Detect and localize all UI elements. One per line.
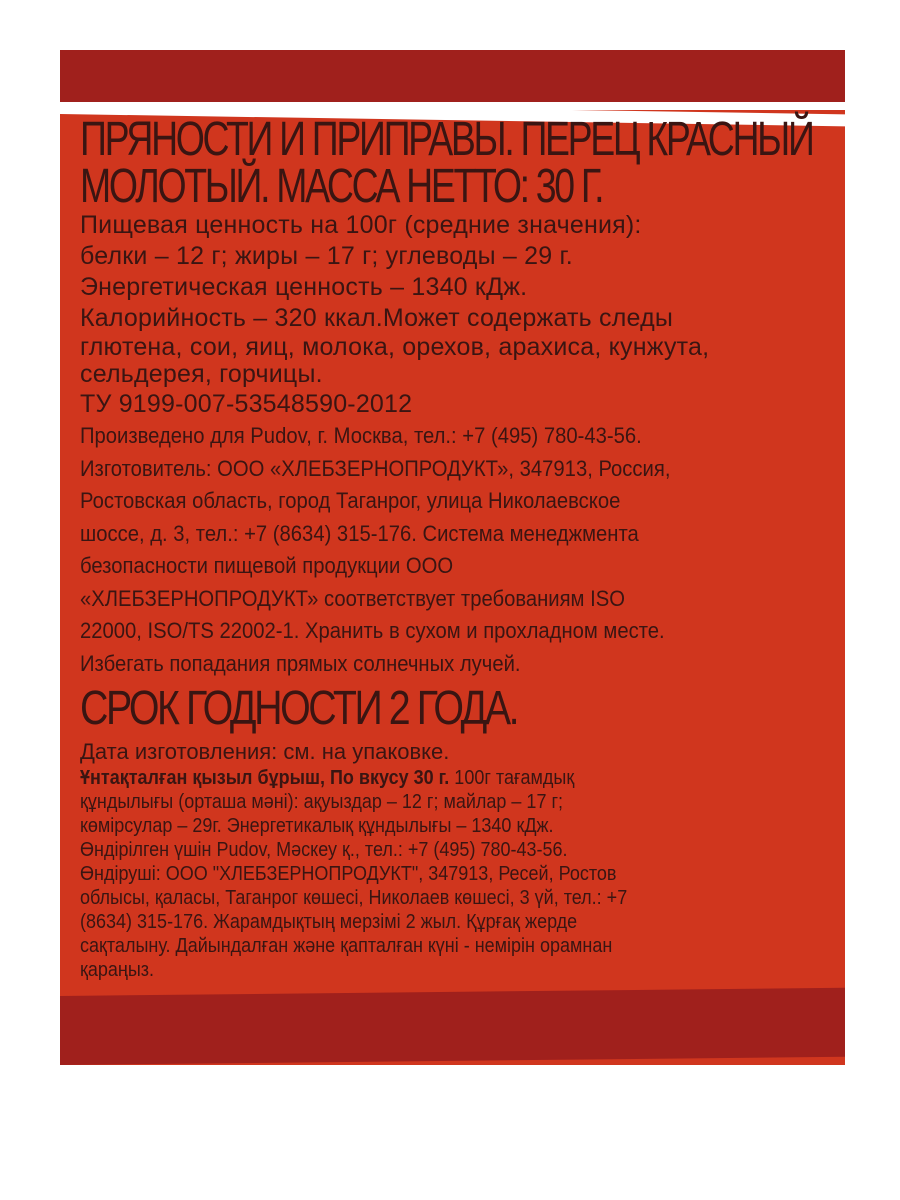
manufacturer-line: 22000, ISO/TS 22002-1. Хранить в сухом и прохладном месте. (80, 618, 665, 643)
manufacturer-line: Произведено для Pudov, г. Москва, тел.: +7 (495) 780-43-56. (80, 423, 642, 448)
nutrition-line: Пищевая ценность на 100г (средние значения): (80, 211, 642, 239)
nutrition-line: белки – 12 г; жиры – 17 г; углеводы – 29 г. (80, 242, 573, 270)
product-heading (80, 113, 845, 213)
manufacturer-line: «ХЛЕБЗЕРНОПРОДУКТ» соответствует требованиям ISO (80, 585, 625, 611)
shelf-life-heading: СРОК ГОДНОСТИ 2 ГОДА. (80, 682, 518, 735)
nutrition-line: Энергетическая ценность – 1340 кДж. (80, 273, 528, 301)
manufacturer-line: Ростовская область, город Таганрог, улица Николаевское (80, 488, 621, 513)
product-label (60, 50, 845, 1065)
kazakh-line: 100г тағамдық (449, 767, 575, 789)
kazakh-first-line (80, 766, 845, 790)
kazakh-line: облысы, қаласы, Таганрог көшесі, Николаев көшесі, 3 үй, тел.: +7 (80, 887, 628, 909)
heading-line: МОЛОТЫЙ. МАССА НЕТТО: 30 Г. (80, 160, 603, 213)
kazakh-line: Өндіруші: ООО "ХЛЕБЗЕРНОПРОДУКТ", 347913, Ресей, Ростов (80, 863, 617, 885)
kazakh-line: көмірсулар – 29г. Энергетикалық құндылығы – 1340 кДж. (80, 815, 554, 837)
kazakh-line: сақталыну. Дайындалған және қапталған күні - немірін орамнан (80, 935, 613, 957)
production-date: Дата изготовления: см. на упаковке. (80, 739, 450, 764)
top-red-band (60, 50, 845, 102)
bottom-red-band (60, 988, 845, 1065)
nutrition-line: глютена, сои, яиц, молока, орехов, арахиса, кунжута, (80, 333, 710, 361)
label-text (80, 113, 845, 982)
nutrition-info (80, 210, 845, 420)
nutrition-line: Калорийность – 320 ккал.Может содержать следы (80, 304, 674, 332)
kazakh-line: құндылығы (орташа мәні): ақуыздар – 12 г; майлар – 17 г; (80, 791, 564, 813)
kazakh-text (80, 766, 845, 982)
spec-number: ТУ 9199-007-53548590-2012 (80, 390, 413, 418)
manufacturer-line: Избегать попадания прямых солнечных лучей. (80, 650, 521, 676)
kazakh-product-name: Ұнтақталған қызыл бұрыш, По вкусу 30 г. (80, 767, 450, 789)
manufacturer-line: Изготовитель: ООО «ХЛЕБЗЕРНОПРОДУКТ», 347913, Россия, (80, 455, 671, 481)
kazakh-line: қараңыз. (80, 959, 155, 981)
manufacturer-info (80, 420, 845, 680)
nutrition-line: сельдерея, горчицы. (80, 360, 323, 388)
manufacturer-line: безопасности пищевой продукции ООО (80, 553, 454, 578)
manufacturer-line: шоссе, д. 3, тел.: +7 (8634) 315-176. Система менеджмента (80, 520, 639, 546)
kazakh-line: (8634) 315-176. Жарамдықтың мерзімі 2 жыл. Құрғақ жерде (80, 911, 578, 933)
kazakh-line: Өндірілген үшін Pudov, Мәскеу қ., тел.: +7 (495) 780-43-56. (80, 839, 568, 861)
heading-line: ПРЯНОСТИ И ПРИПРАВЫ. ПЕРЕЦ КРАСНЫЙ (80, 113, 813, 166)
